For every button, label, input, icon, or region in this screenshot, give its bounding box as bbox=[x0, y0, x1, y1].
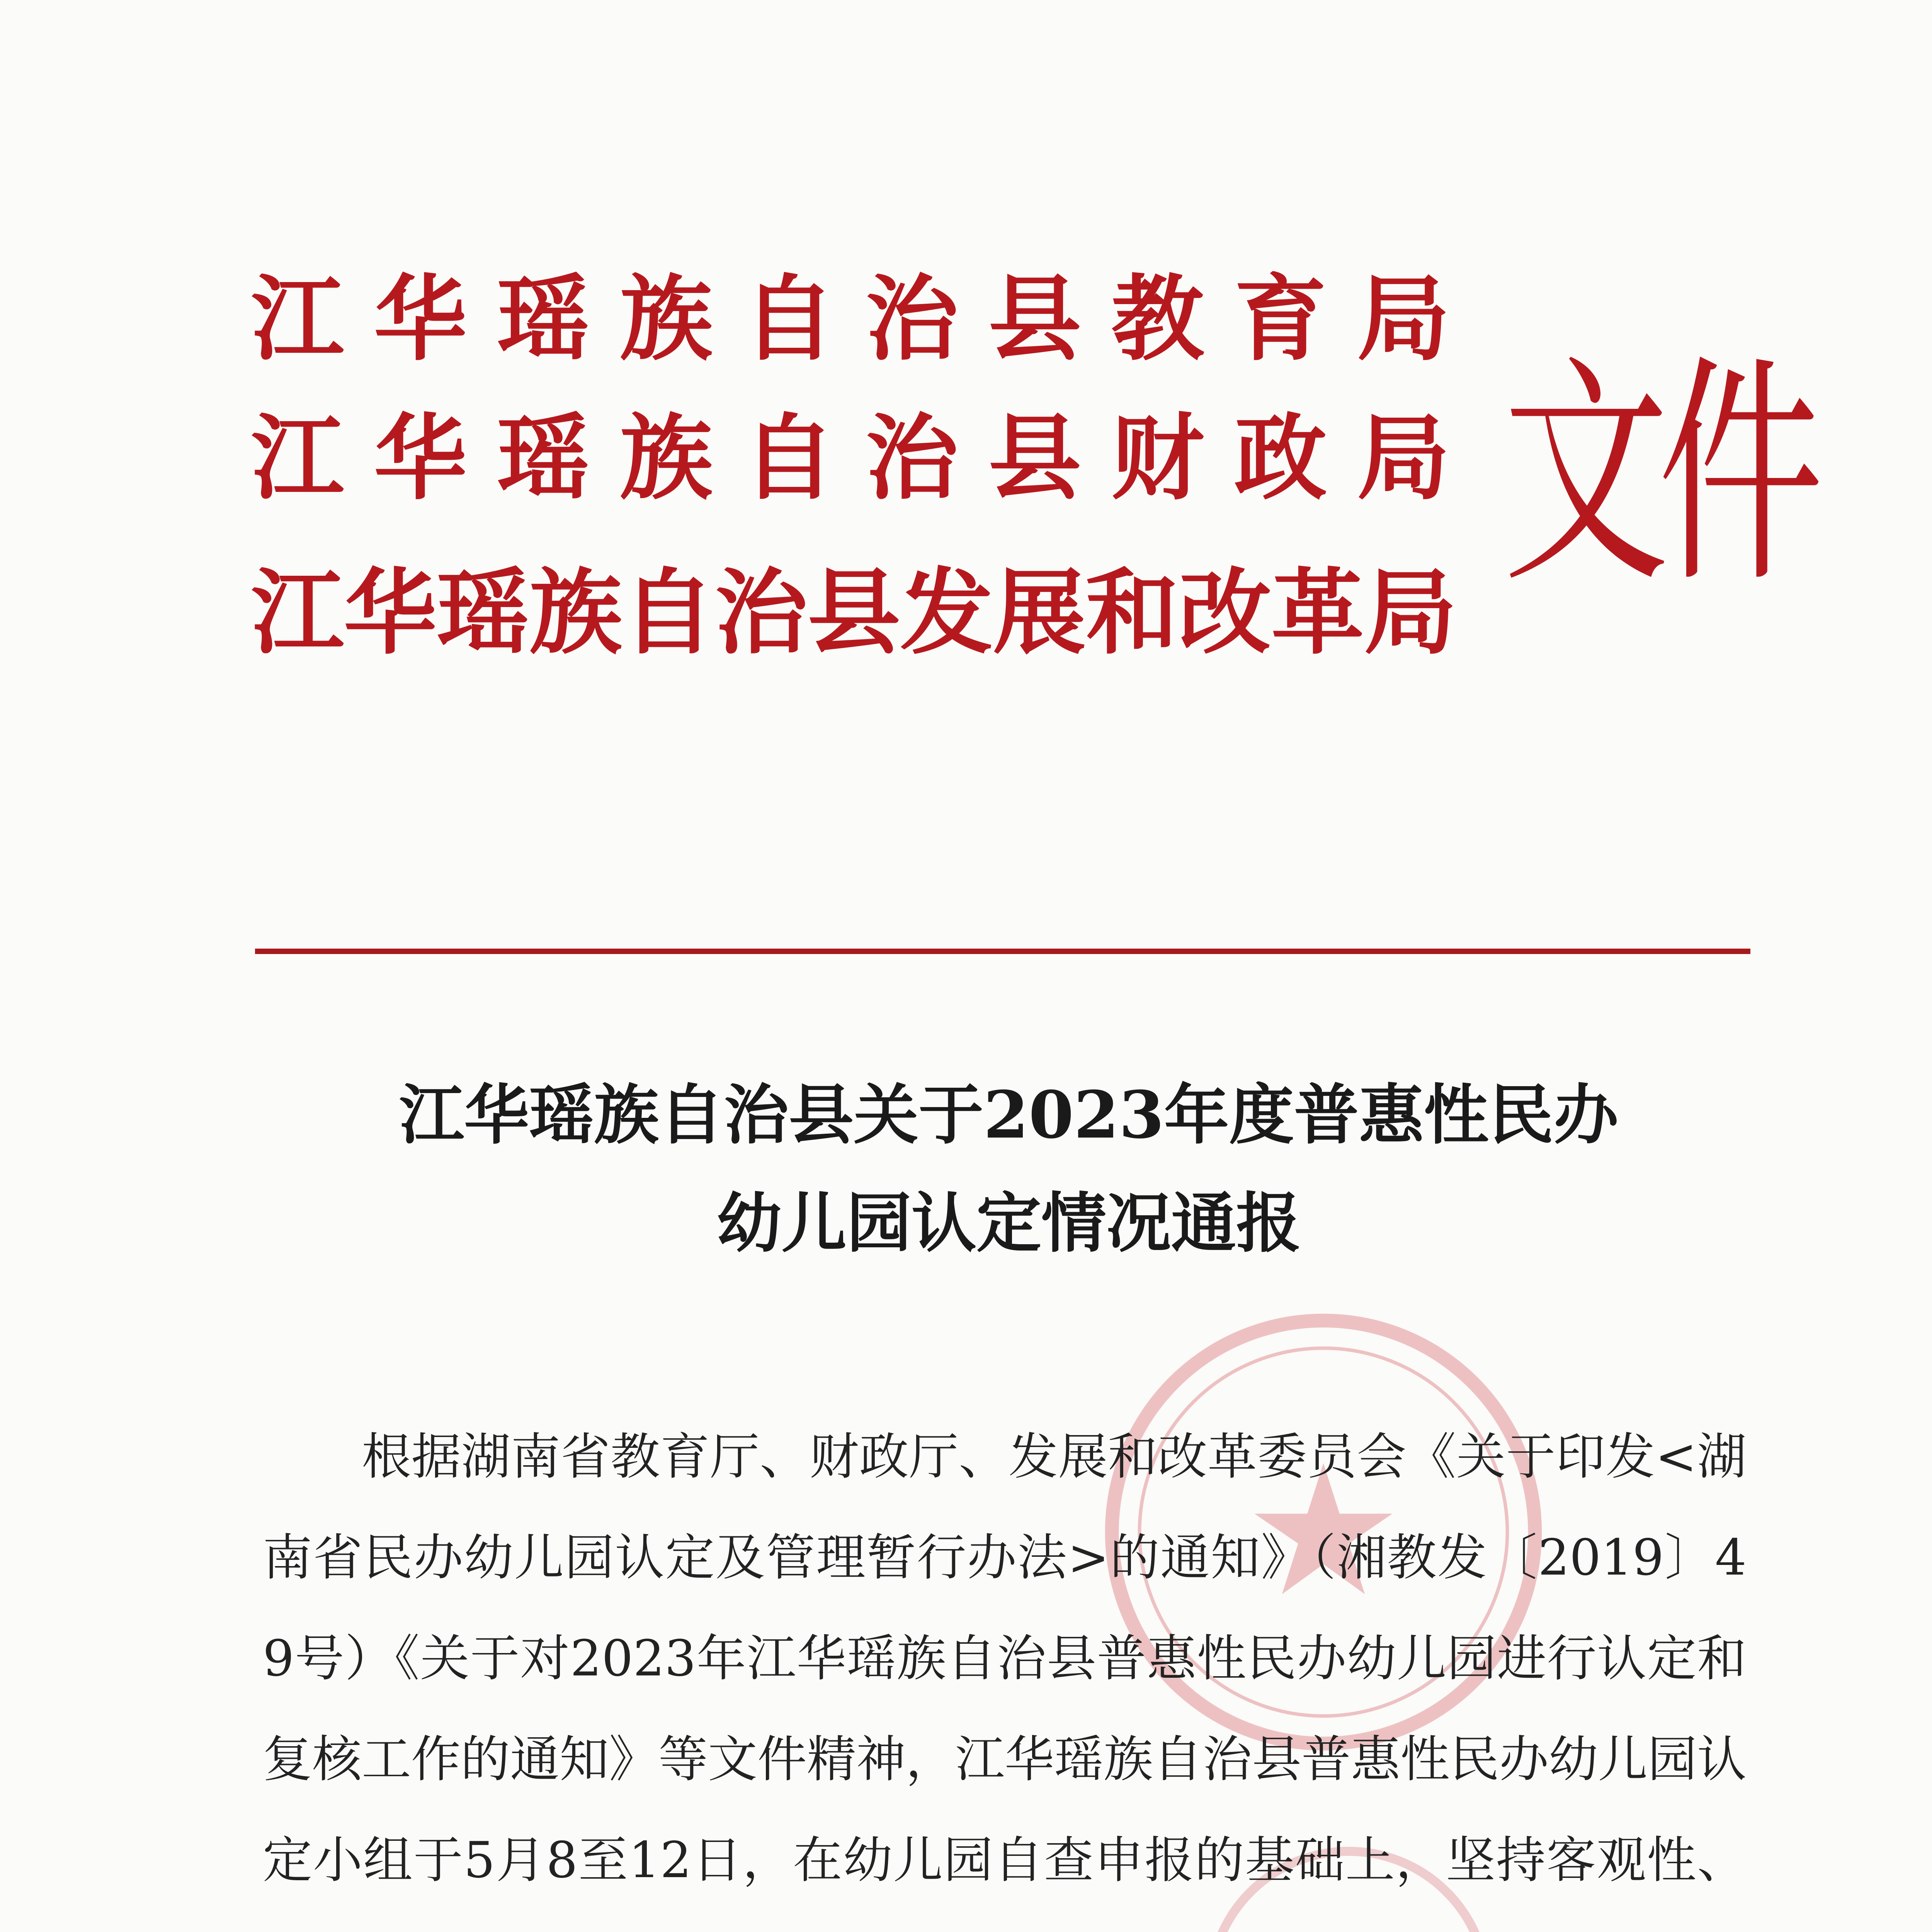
header-divider bbox=[255, 949, 1750, 954]
file-label: 文件 bbox=[1503, 335, 1812, 616]
document-title-line-1: 江华瑶族自治县关于2023年度普惠性民办 bbox=[399, 1077, 1619, 1153]
document-title-line-2: 幼儿园认定情况通报 bbox=[717, 1185, 1301, 1261]
issuer-education-bureau: 江华瑶族自治县教育局 bbox=[251, 264, 1480, 373]
body-paragraph: 根据湖南省教育厅、财政厅、发展和改革委员会《关于印发<湖南省民办幼儿园认定及管理暂行办法>的通知》（湘教发〔2019〕49号）《关于对2023年江华瑶族自治县普惠性民办幼儿园进行认定和复核工作的通知》等文件精神，江华瑶族自治县普惠性民办幼儿园认定小组于5月8至12日，在幼儿园自查申报的基础上，坚持客观性、 bbox=[263, 1428, 1747, 1889]
issuer-development-reform-bureau: 江华瑶族自治县发展和改革局 bbox=[251, 558, 1457, 667]
issuer-finance-bureau: 江华瑶族自治县财政局 bbox=[251, 403, 1480, 512]
